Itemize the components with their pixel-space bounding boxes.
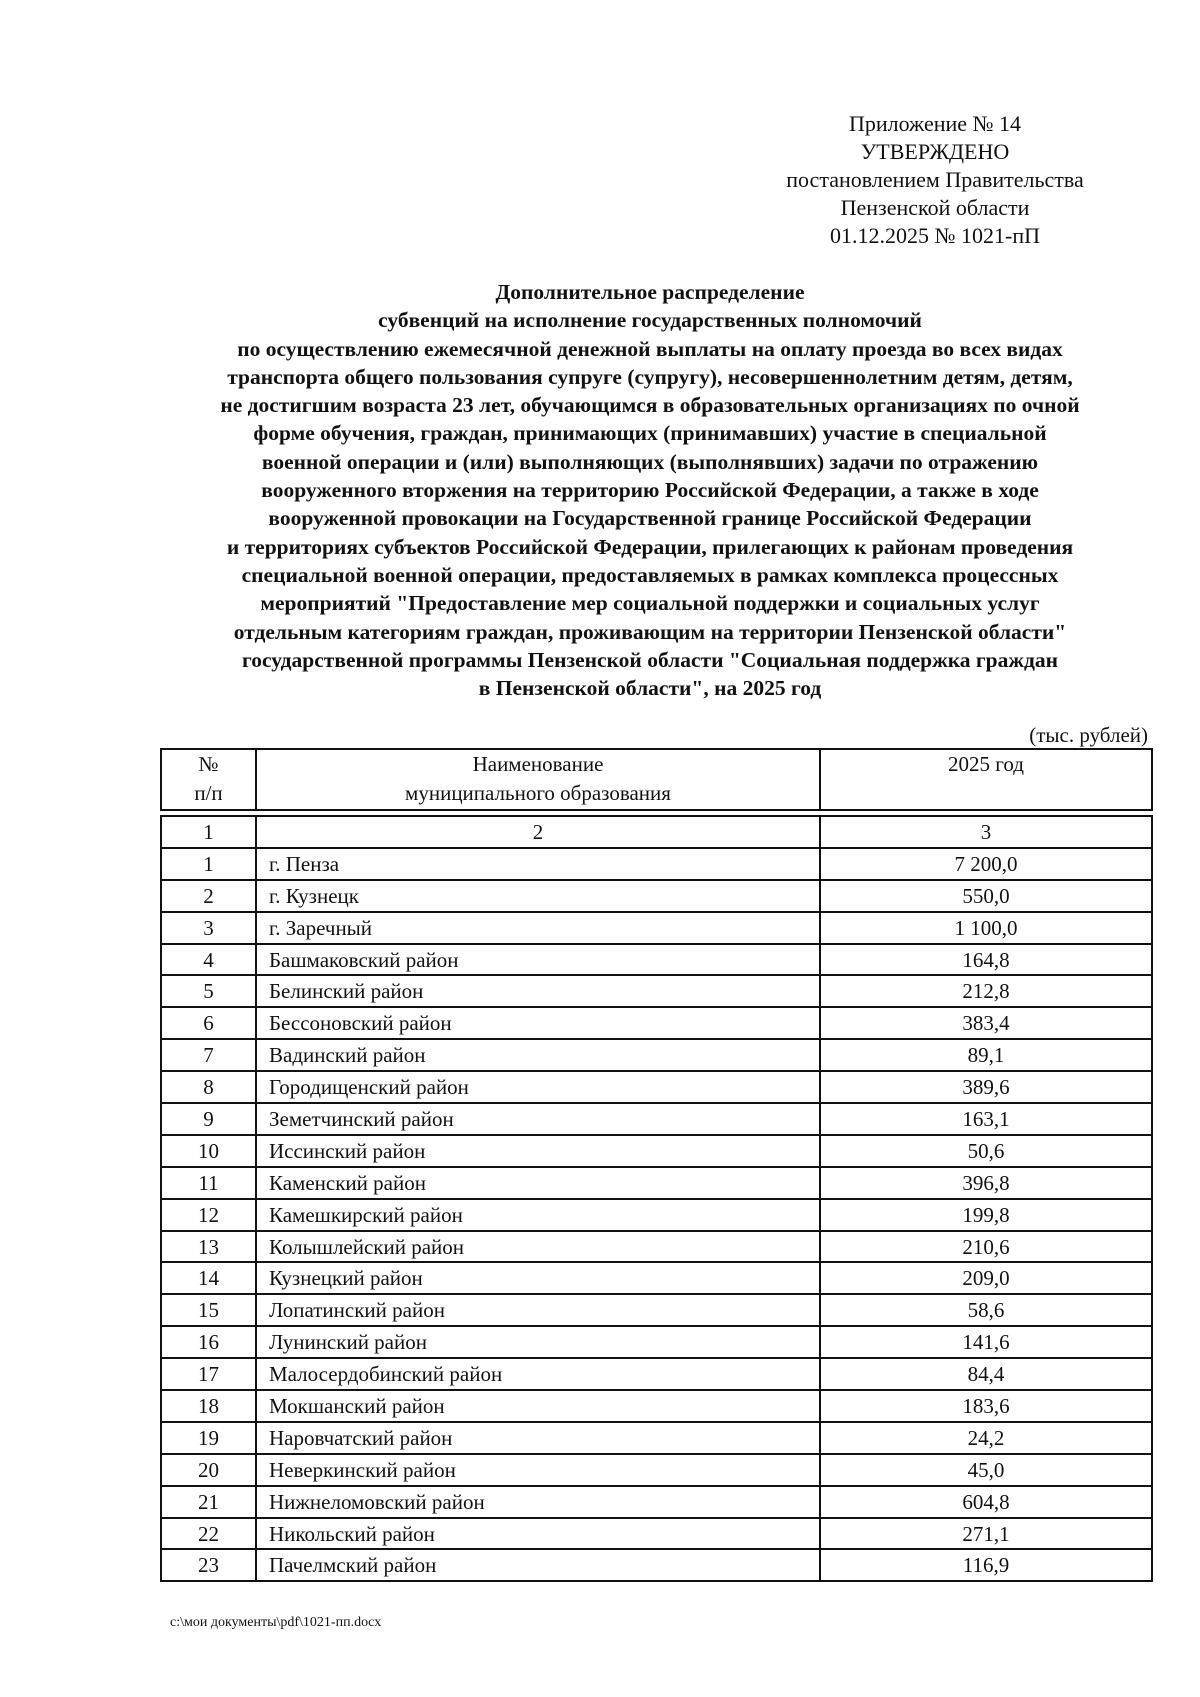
- amount-value: 383,4: [820, 1007, 1152, 1039]
- municipality-name: Неверкинский район: [256, 1454, 820, 1486]
- title-line: мероприятий "Предоставление мер социальной поддержки и социальных услуг: [260, 591, 1040, 616]
- table-row: [161, 848, 1152, 880]
- municipality-name: Каменский район: [256, 1167, 820, 1199]
- amount-value: 389,6: [820, 1071, 1152, 1103]
- title-line: и территориях субъектов Российской Федерации, прилегающих к районам проведения: [226, 534, 1074, 559]
- amount-value: 116,9: [820, 1549, 1152, 1581]
- approval-stamp: [735, 110, 1135, 250]
- row-number: 21: [161, 1486, 256, 1518]
- approval-date-number: 01.12.2025 № 1021-пП: [830, 223, 1040, 248]
- amount-value: 199,8: [820, 1199, 1152, 1231]
- data-table: [160, 815, 1153, 1582]
- row-number: 4: [161, 944, 256, 976]
- municipality-name: Земетчинский район: [256, 1103, 820, 1135]
- title-line: по осуществлению ежемесячной денежной выплаты на оплату проезда во всех видах: [237, 336, 1063, 361]
- table-row: [161, 912, 1152, 944]
- amount-value: 604,8: [820, 1486, 1152, 1518]
- row-number: 16: [161, 1326, 256, 1358]
- amount-value: 141,6: [820, 1326, 1152, 1358]
- title-line: транспорта общего пользования супруге (супругу), несовершеннолетним детям, детям,: [227, 364, 1073, 389]
- amount-value: 212,8: [820, 975, 1152, 1007]
- table-row: [161, 1231, 1152, 1263]
- municipality-name: Колышлейский район: [256, 1231, 820, 1263]
- row-number: 11: [161, 1167, 256, 1199]
- header-number-line2: п/п: [194, 781, 223, 805]
- municipality-name: Никольский район: [256, 1518, 820, 1550]
- municipality-name: Мокшанский район: [256, 1390, 820, 1422]
- table-row: [161, 944, 1152, 976]
- amount-value: 7 200,0: [820, 848, 1152, 880]
- approval-decree: постановлением Правительства: [786, 167, 1084, 192]
- table-row: [161, 1199, 1152, 1231]
- amount-value: 50,6: [820, 1135, 1152, 1167]
- table-row: [161, 1358, 1152, 1390]
- municipality-name: г. Пенза: [256, 848, 820, 880]
- row-number: 8: [161, 1071, 256, 1103]
- title-line: в Пензенской области", на 2025 год: [478, 676, 822, 701]
- header-name: [256, 749, 820, 810]
- header-name-line2: муниципального образования: [405, 781, 671, 805]
- column-numbering-row: [161, 816, 1152, 848]
- table-row: [161, 1326, 1152, 1358]
- title-line: вооруженного вторжения на территорию Российской Федерации, а также в ходе: [261, 478, 1039, 503]
- amount-value: 183,6: [820, 1390, 1152, 1422]
- municipality-name: г. Кузнецк: [256, 880, 820, 912]
- table-row: [161, 1390, 1152, 1422]
- header-number-line1: №: [198, 752, 219, 776]
- municipality-name: Лопатинский район: [256, 1294, 820, 1326]
- amount-value: 271,1: [820, 1518, 1152, 1550]
- header-name-line1: Наименование: [472, 752, 604, 776]
- title-line: не достигшим возраста 23 лет, обучающимся в образовательных организациях по очной: [220, 393, 1080, 418]
- row-number: 6: [161, 1007, 256, 1039]
- municipality-name: Наровчатский район: [256, 1422, 820, 1454]
- row-number: 15: [161, 1294, 256, 1326]
- municipality-name: Кузнецкий район: [256, 1262, 820, 1294]
- header-year: 2025 год: [820, 749, 1152, 810]
- amount-value: 84,4: [820, 1358, 1152, 1390]
- table-row: [161, 1135, 1152, 1167]
- row-number: 12: [161, 1199, 256, 1231]
- amount-value: 550,0: [820, 880, 1152, 912]
- municipality-name: Малосердобинский район: [256, 1358, 820, 1390]
- amount-value: 45,0: [820, 1454, 1152, 1486]
- table-header: [160, 748, 1153, 811]
- municipality-name: Камешкирский район: [256, 1199, 820, 1231]
- row-number: 17: [161, 1358, 256, 1390]
- amount-value: 89,1: [820, 1039, 1152, 1071]
- row-number: 9: [161, 1103, 256, 1135]
- municipality-name: Городищенский район: [256, 1071, 820, 1103]
- row-number: 2: [161, 880, 256, 912]
- amount-value: 209,0: [820, 1262, 1152, 1294]
- amount-value: 58,6: [820, 1294, 1152, 1326]
- table-row: [161, 1549, 1152, 1581]
- column-number: 1: [161, 816, 256, 848]
- table-row: [161, 1454, 1152, 1486]
- row-number: 23: [161, 1549, 256, 1581]
- table-row: [161, 1262, 1152, 1294]
- municipality-name: Нижнеломовский район: [256, 1486, 820, 1518]
- amount-value: 164,8: [820, 944, 1152, 976]
- column-number: 2: [256, 816, 820, 848]
- table-row: [161, 1103, 1152, 1135]
- file-path-footer: c:\мои документы\pdf\1021-пп.docx: [170, 1615, 382, 1630]
- municipality-name: Лунинский район: [256, 1326, 820, 1358]
- column-number: 3: [820, 816, 1152, 848]
- title-line: Дополнительное распределение: [495, 280, 805, 304]
- title-line: вооруженной провокации на Государственной границе Российской Федерации: [268, 506, 1032, 531]
- units-label: (тыс. рублей): [1029, 723, 1148, 747]
- row-number: 18: [161, 1390, 256, 1422]
- municipality-name: Белинский район: [256, 975, 820, 1007]
- row-number: 13: [161, 1231, 256, 1263]
- title-line: форме обучения, граждан, принимающих (принимавших) участие в специальной: [253, 421, 1047, 446]
- municipality-name: Иссинский район: [256, 1135, 820, 1167]
- amount-value: 24,2: [820, 1422, 1152, 1454]
- row-number: 14: [161, 1262, 256, 1294]
- table-row: [161, 1071, 1152, 1103]
- table-row: [161, 975, 1152, 1007]
- row-number: 1: [161, 848, 256, 880]
- title-line: отдельным категориям граждан, проживающим на территории Пензенской области": [233, 619, 1067, 644]
- municipality-name: г. Заречный: [256, 912, 820, 944]
- row-number: 5: [161, 975, 256, 1007]
- title-line: специальной военной операции, предоставляемых в рамках комплекса процессных: [241, 562, 1059, 587]
- municipality-name: Бессоновский район: [256, 1007, 820, 1039]
- header-number: [161, 749, 256, 810]
- table-row: [161, 1007, 1152, 1039]
- row-number: 3: [161, 912, 256, 944]
- table-row: [161, 1486, 1152, 1518]
- table-row: [161, 1422, 1152, 1454]
- row-number: 20: [161, 1454, 256, 1486]
- title-line: субвенций на исполнение государственных полномочий: [378, 308, 922, 333]
- title-line: государственной программы Пензенской области "Социальная поддержка граждан: [242, 647, 1058, 672]
- approval-region: Пензенской области: [840, 195, 1030, 220]
- amount-value: 1 100,0: [820, 912, 1152, 944]
- table-row: [161, 1294, 1152, 1326]
- table-row: [161, 1167, 1152, 1199]
- municipality-name: Пачелмский район: [256, 1549, 820, 1581]
- amount-value: 396,8: [820, 1167, 1152, 1199]
- table-row: [161, 1039, 1152, 1071]
- table-row: [161, 1518, 1152, 1550]
- municipality-name: Вадинский район: [256, 1039, 820, 1071]
- approval-appendix: Приложение № 14: [848, 111, 1022, 136]
- municipality-name: Башмаковский район: [256, 944, 820, 976]
- document-title: [150, 278, 1150, 702]
- row-number: 19: [161, 1422, 256, 1454]
- amount-value: 163,1: [820, 1103, 1152, 1135]
- amount-value: 210,6: [820, 1231, 1152, 1263]
- title-line: военной операции и (или) выполняющих (выполнявших) задачи по отражению: [261, 449, 1039, 474]
- row-number: 22: [161, 1518, 256, 1550]
- table-row: [161, 880, 1152, 912]
- row-number: 10: [161, 1135, 256, 1167]
- approval-approved: УТВЕРЖДЕНО: [860, 139, 1010, 164]
- row-number: 7: [161, 1039, 256, 1071]
